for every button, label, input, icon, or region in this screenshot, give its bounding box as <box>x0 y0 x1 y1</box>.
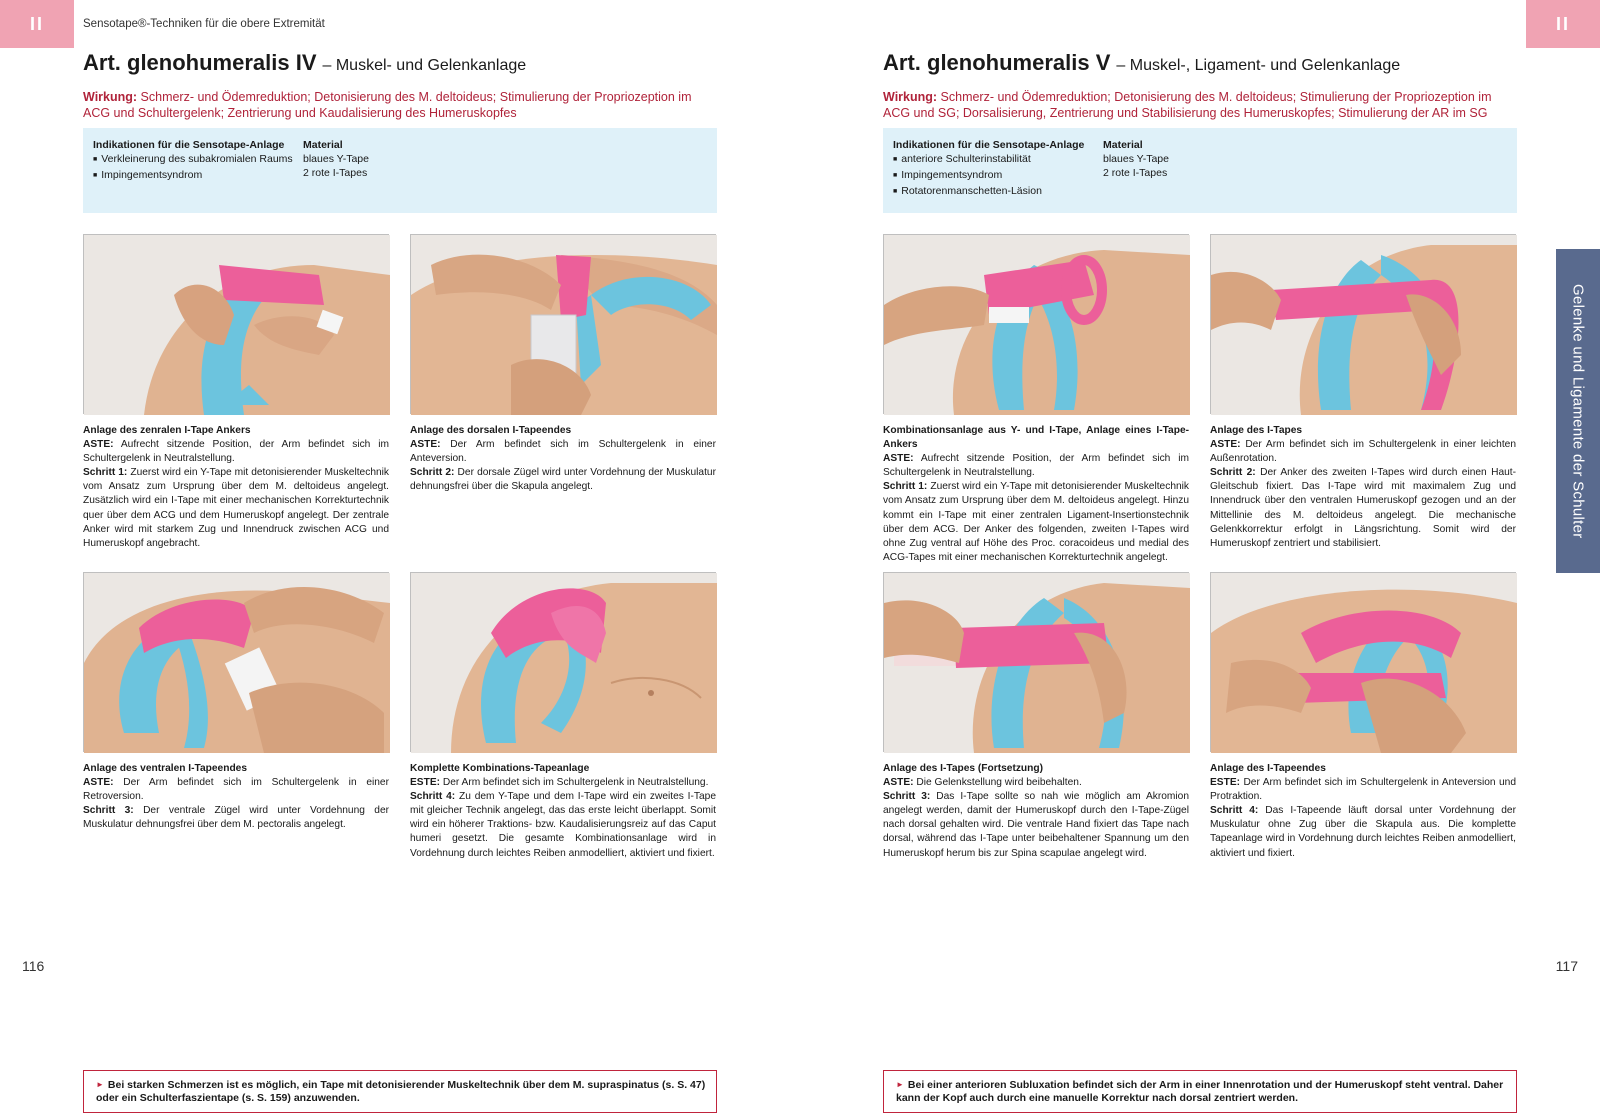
step-text: Zu dem Y-Tape und dem I-Tape wird ein zweites I-Tape mit gleicher Technik angelegt, das das erste leicht überlappt. Somit wird ein höherer Traktions- bzw. Kaudalisierungsreiz auf das Caput humeri gesetzt. Die gesamte Kombinationsanlage wird in Vordehnung durch leichtes Reiben anmodelliert, aktiviert und fixiert. <box>410 791 716 859</box>
step-caption-1 <box>883 424 1189 565</box>
wirkung-text: Schmerz- und Ödemreduktion; Detonisierung des M. deltoideus; Stimulierung der Propriozeption im ACG und SG; Dorsalisierung, Zentrierung und Stabilisierung des Humeruskopfes; Stimulierung der AR im SG <box>883 90 1492 120</box>
indications-column <box>893 138 1103 203</box>
step-1 <box>883 234 1189 565</box>
step-text: Das I-Tape sollte so nah wie möglich am Akromion angelegt werden, damit der Humeruskopf durch den I-Tape-Zügel nach dorsal gehalten wird. Die ventrale Hand fixiert das Tape nach dorsal, während das I-Tape unter beibehaltener Spannung um den Humeruskopf herum bis zur Spina scapulae angelegt wird. <box>883 791 1189 859</box>
step-photo-4 <box>410 572 716 752</box>
title-sub: – Muskel-, Ligament- und Gelenkanlage <box>1116 57 1401 74</box>
step-title: Anlage des ventralen I-Tapeendes <box>83 763 247 774</box>
material-column <box>303 138 503 203</box>
chapter-tab-left: II <box>0 0 74 48</box>
step-grid <box>83 234 717 1104</box>
step-title: Anlage des dorsalen I-Tapeendes <box>410 425 572 436</box>
note-text: Bei starken Schmerzen ist es möglich, ein Tape mit detonisierender Muskeltechnik über dem M. supraspinatus (s. S. 47) oder ein Schulterfaszientape (s. S. 159) anzuwenden. <box>96 1079 706 1104</box>
step-text: Zuerst wird ein Y-Tape mit detonisierender Muskeltechnik vom Ansatz zum Ursprung über dem M. deltoideus angelegt. Zusätzlich wird ein I-Tape mit einer mechanischen Korrekturtechnik quer über dem ACG und dem Humeruskopf angelegt. Der zentrale Anker wird mit starkem Zug und Innendruck zwischen ACG und Humeruskopf angebracht. <box>83 467 390 549</box>
step-text: Der Anker des zweiten I-Tapes wird durch einen Haut-Gleitschub fixiert. Das I-Tape wird mit maximalem Zug und Innendruck über den ventralen Humeruskopf gezogen und an der Mittellinie des M. deltoideus angelegt. Die mechanische Gelenkkorrektur erfolgt in Längsrichtung. Somit wird der Humeruskopf zentriert und stabilisiert. <box>1210 467 1517 549</box>
step-label: ASTE: <box>410 439 441 451</box>
step-caption-2 <box>410 424 716 494</box>
step-1 <box>83 234 389 551</box>
indication-item: ■ Impingementsyndrom <box>93 168 303 184</box>
step-text: Aufrecht sitzende Position, der Arm befindet sich im Schultergelenk in Neutralstellung. <box>83 439 389 465</box>
wirkung-label: Wirkung: <box>883 90 938 104</box>
step-2 <box>1210 234 1516 551</box>
wirkung-text: Schmerz- und Ödemreduktion; Detonisierung des M. deltoideus; Stimulierung der Propriozeption im ACG und Schultergelenk; Zentrierung und Kaudalisierung des Humeruskopfes <box>83 90 692 120</box>
left-page <box>83 50 717 1104</box>
step-label: ASTE: <box>883 453 914 465</box>
material-heading: Material <box>1103 139 1143 151</box>
step-title: Anlage des I-Tapes <box>1210 425 1303 436</box>
indication-item: ■ Impingementsyndrom <box>893 168 1103 184</box>
indications-heading: Indikationen für die Sensotape-Anlage <box>893 139 1085 151</box>
step-text: Der Arm befindet sich im Schultergelenk in einer leichten Außenrotation. <box>1210 439 1516 465</box>
note-box <box>83 1070 717 1113</box>
material-item: blaues Y-Tape <box>1103 153 1169 165</box>
material-heading: Material <box>303 139 343 151</box>
step-text: Die Gelenkstellung wird beibehalten. <box>916 777 1082 789</box>
step-4 <box>410 572 716 861</box>
material-column <box>1103 138 1303 203</box>
step-title: Anlage des I-Tapes (Fortsetzung) <box>883 763 1043 774</box>
step-text: Zuerst wird ein Y-Tape mit detonisierender Muskeltechnik vom Ansatz zum Ursprung über dem M. deltoideus angelegt. Hinzu kommt ein I-Tape mit einer zentralen Ligament-Insertionstechnik über dem ACG. Der Anker des folgenden, zweiten I-Tapes wird ohne Zug ventral auf Höhe des Proc. coracoideus und medial des ACG-Tapes mit einer mechanischen Korrekturtechnik angelegt. <box>883 481 1190 563</box>
step-text: Das I-Tapeende läuft dorsal unter Vordehnung der Muskulatur ohne Zug über die Skapula aus. Die komplette Tapeanlage wird in Vordehnung durch leichtes Reiben anmodelliert, aktiviert und fixiert. <box>1210 805 1516 859</box>
title-sub: – Muskel- und Gelenkanlage <box>322 57 527 74</box>
step-text: Der Arm befindet sich im Schultergelenk in Neutralstellung. <box>442 777 709 789</box>
arrow-right-icon: ► <box>896 1080 904 1089</box>
step-title: Anlage des zenralen I-Tape Ankers <box>83 425 251 436</box>
step-text: Der Arm befindet sich im Schultergelenk in Anteversion und Protraktion. <box>1210 777 1516 803</box>
page-number-right: 117 <box>1555 958 1578 974</box>
step-label: ESTE: <box>410 777 441 789</box>
step-label: Schritt 2: <box>1210 467 1256 479</box>
step-text: Der ventrale Zügel wird unter Vordehnung der Muskulatur dehnungsfrei über dem M. pectoralis angelegt. <box>83 805 389 831</box>
step-photo-4 <box>1210 572 1516 752</box>
step-caption-3 <box>883 762 1189 861</box>
step-photo-3 <box>883 572 1189 752</box>
step-label: Schritt 3: <box>883 791 931 803</box>
step-label: ESTE: <box>1210 777 1241 789</box>
indication-item: ■ anteriore Schulterinstabilität <box>893 152 1103 168</box>
step-text: Aufrecht sitzende Position, der Arm befindet sich im Schultergelenk in Neutralstellung. <box>883 453 1189 479</box>
step-title: Anlage des I-Tapeendes <box>1210 763 1326 774</box>
step-label: ASTE: <box>83 439 114 451</box>
running-head: Sensotape®-Techniken für die obere Extremität <box>83 18 325 30</box>
indication-item: ■ Verkleinerung des subakromialen Raums <box>93 152 303 168</box>
side-thumb-tab <box>1556 249 1600 573</box>
step-3 <box>83 572 389 832</box>
step-label: Schritt 4: <box>1210 805 1259 817</box>
step-label: Schritt 2: <box>410 467 455 479</box>
step-title: Kombinationsanlage aus Y- und I-Tape, Anlage eines I-Tape-Ankers <box>883 425 1189 451</box>
step-text: Der Arm befindet sich im Schultergelenk in einer Retroversion. <box>83 777 389 803</box>
step-label: Schritt 1: <box>883 481 928 493</box>
step-label: ASTE: <box>83 777 114 789</box>
step-grid <box>883 234 1517 1104</box>
step-3 <box>883 572 1189 861</box>
indication-item: ■ Rotatorenmanschetten-Läsion <box>893 184 1103 200</box>
indications-column <box>93 138 303 203</box>
step-photo-2 <box>410 234 716 414</box>
note-text: Bei einer anterioren Subluxation befindet sich der Arm in einer Innenrotation und der Humeruskopf steht ventral. Daher kann der Kopf auch durch eine manuelle Korrektur nach dorsal zentriert werden. <box>896 1079 1504 1104</box>
arrow-right-icon: ► <box>96 1080 104 1089</box>
material-item: 2 rote I-Tapes <box>1103 167 1168 179</box>
step-text: Der Arm befindet sich im Schultergelenk in einer Anteversion. <box>410 439 716 465</box>
step-label: ASTE: <box>1210 439 1241 451</box>
title-main: Art. glenohumeralis IV <box>83 50 317 75</box>
chapter-tab-right: II <box>1526 0 1600 48</box>
step-text: Der dorsale Zügel wird unter Vordehnung der Muskulatur dehnungsfrei über die Skapula angelegt. <box>410 467 716 493</box>
step-caption-4 <box>410 762 716 861</box>
step-2 <box>410 234 716 494</box>
wirkung-label: Wirkung: <box>83 90 138 104</box>
step-caption-3 <box>83 762 389 832</box>
step-photo-2 <box>1210 234 1516 414</box>
info-box <box>883 128 1517 213</box>
step-label: ASTE: <box>883 777 914 789</box>
step-photo-3 <box>83 572 389 752</box>
step-caption-4 <box>1210 762 1516 861</box>
right-page <box>883 50 1517 1104</box>
step-caption-2 <box>1210 424 1516 551</box>
step-photo-1 <box>883 234 1189 414</box>
step-photo-1 <box>83 234 389 414</box>
material-item: blaues Y-Tape <box>303 153 369 165</box>
step-title: Komplette Kombinations-Tapeanlage <box>410 763 590 774</box>
indications-heading: Indikationen für die Sensotape-Anlage <box>93 139 285 151</box>
wirkung <box>883 90 1517 124</box>
title-main: Art. glenohumeralis V <box>883 50 1111 75</box>
page-title <box>83 50 717 84</box>
step-4 <box>1210 572 1516 861</box>
info-box <box>83 128 717 213</box>
step-label: Schritt 1: <box>83 467 128 479</box>
page-number-left: 116 <box>22 958 45 974</box>
page-title <box>883 50 1517 84</box>
note-box <box>883 1070 1517 1113</box>
wirkung <box>83 90 717 124</box>
step-caption-1 <box>83 424 389 551</box>
step-label: Schritt 3: <box>83 805 134 817</box>
step-label: Schritt 4: <box>410 791 456 803</box>
side-tab-label: Gelenke und Ligamente der Schulter <box>1569 283 1587 539</box>
material-item: 2 rote I-Tapes <box>303 167 368 179</box>
